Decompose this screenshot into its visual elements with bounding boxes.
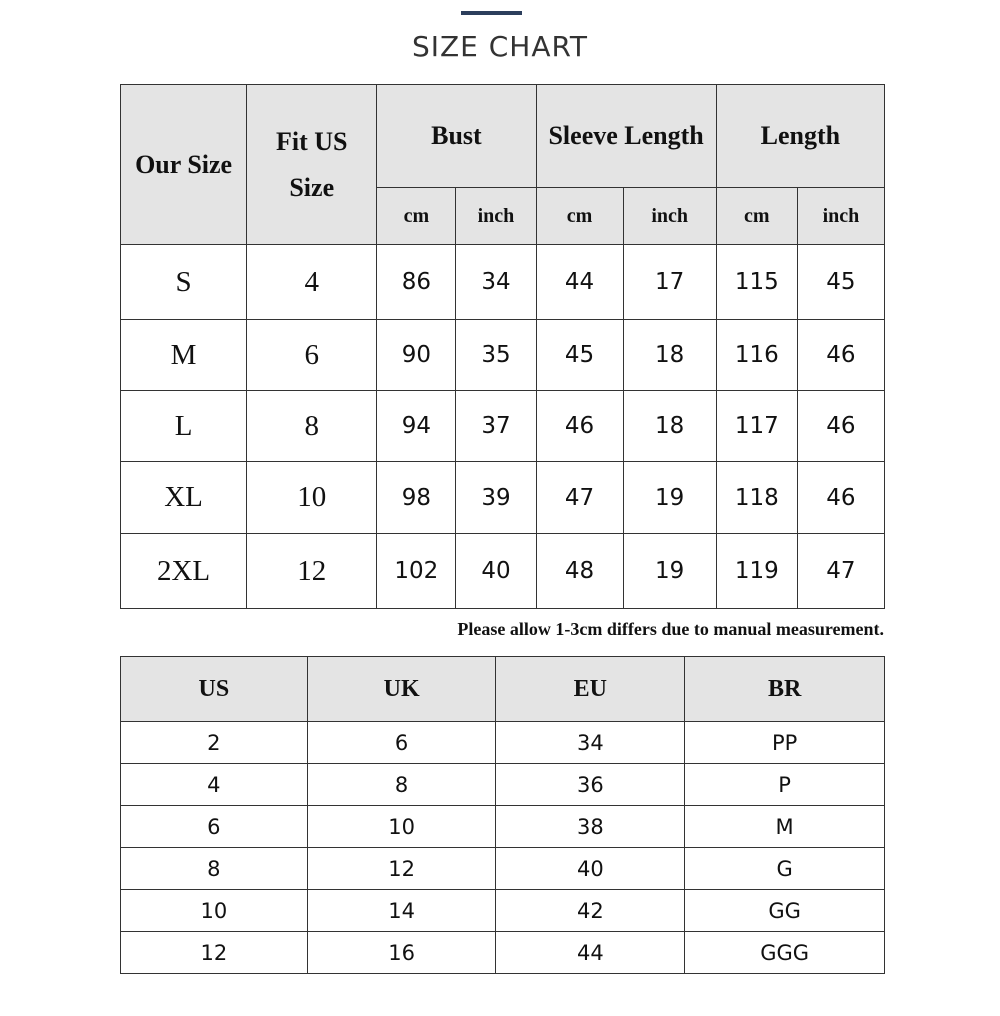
cell-bust-inch: 40 <box>456 534 536 609</box>
header-br: BR <box>685 657 885 722</box>
cell-sleeve-inch: 18 <box>623 320 716 391</box>
cell-sleeve-cm: 45 <box>536 320 623 391</box>
cell-our-size: XL <box>121 462 247 534</box>
cell-eu: 44 <box>496 932 685 974</box>
cell-eu: 38 <box>496 806 685 848</box>
cell-fit-us-size: 12 <box>247 534 377 609</box>
table-row <box>121 890 885 932</box>
header-bust-inch: inch <box>456 188 536 245</box>
cell-our-size: 2XL <box>121 534 247 609</box>
cell-sleeve-inch: 18 <box>623 391 716 462</box>
cell-us: 10 <box>121 890 308 932</box>
cell-uk: 14 <box>307 890 496 932</box>
header-bust: Bust <box>377 85 536 188</box>
cell-sleeve-inch: 17 <box>623 245 716 320</box>
cell-bust-cm: 98 <box>377 462 456 534</box>
size-conversion-table <box>120 656 885 974</box>
cell-bust-cm: 102 <box>377 534 456 609</box>
cell-eu: 42 <box>496 890 685 932</box>
conversion-header-row <box>121 657 885 722</box>
cell-bust-cm: 90 <box>377 320 456 391</box>
cell-us: 6 <box>121 806 308 848</box>
cell-length-cm: 117 <box>716 391 797 462</box>
cell-our-size: M <box>121 320 247 391</box>
cell-length-inch: 47 <box>797 534 884 609</box>
cell-bust-inch: 34 <box>456 245 536 320</box>
header-our-size: Our Size <box>121 85 247 245</box>
cell-us: 4 <box>121 764 308 806</box>
cell-uk: 6 <box>307 722 496 764</box>
cell-br: P <box>685 764 885 806</box>
size-chart-table <box>120 84 885 609</box>
header-bust-cm: cm <box>377 188 456 245</box>
cell-bust-inch: 35 <box>456 320 536 391</box>
cell-uk: 10 <box>307 806 496 848</box>
cell-bust-cm: 86 <box>377 245 456 320</box>
cell-fit-us-size: 8 <box>247 391 377 462</box>
table-row <box>121 245 885 320</box>
cell-uk: 8 <box>307 764 496 806</box>
page-title: SIZE CHART <box>411 30 589 63</box>
cell-fit-us-size: 4 <box>247 245 377 320</box>
cell-our-size: L <box>121 391 247 462</box>
cell-eu: 40 <box>496 848 685 890</box>
cell-uk: 12 <box>307 848 496 890</box>
table-row <box>121 848 885 890</box>
cell-our-size: S <box>121 245 247 320</box>
cell-eu: 36 <box>496 764 685 806</box>
header-length: Length <box>716 85 884 188</box>
cell-us: 12 <box>121 932 308 974</box>
cell-length-inch: 46 <box>797 462 884 534</box>
cell-br: M <box>685 806 885 848</box>
header-sleeve-cm: cm <box>536 188 623 245</box>
cell-bust-cm: 94 <box>377 391 456 462</box>
header-fit-us-size-text: Fit US Size <box>275 126 348 202</box>
cell-br: GG <box>685 890 885 932</box>
header-fit-us-size <box>247 85 377 245</box>
cell-bust-inch: 37 <box>456 391 536 462</box>
measurement-note: Please allow 1-3cm differs due to manual measurement. <box>457 619 884 639</box>
cell-br: G <box>685 848 885 890</box>
cell-length-cm: 118 <box>716 462 797 534</box>
cell-sleeve-cm: 48 <box>536 534 623 609</box>
header-us: US <box>121 657 308 722</box>
header-uk: UK <box>307 657 496 722</box>
cell-length-inch: 46 <box>797 320 884 391</box>
table-row <box>121 932 885 974</box>
cell-fit-us-size: 10 <box>247 462 377 534</box>
title-accent-rule <box>461 11 522 15</box>
cell-us: 8 <box>121 848 308 890</box>
cell-br: GGG <box>685 932 885 974</box>
table-row <box>121 320 885 391</box>
cell-br: PP <box>685 722 885 764</box>
cell-length-inch: 45 <box>797 245 884 320</box>
table-row <box>121 764 885 806</box>
header-eu: EU <box>496 657 685 722</box>
header-length-inch: inch <box>797 188 884 245</box>
cell-sleeve-cm: 44 <box>536 245 623 320</box>
cell-fit-us-size: 6 <box>247 320 377 391</box>
table-row <box>121 534 885 609</box>
cell-sleeve-inch: 19 <box>623 462 716 534</box>
cell-sleeve-inch: 19 <box>623 534 716 609</box>
table-row <box>121 722 885 764</box>
table-row <box>121 391 885 462</box>
cell-length-cm: 116 <box>716 320 797 391</box>
table-row <box>121 806 885 848</box>
cell-us: 2 <box>121 722 308 764</box>
cell-sleeve-cm: 47 <box>536 462 623 534</box>
header-length-cm: cm <box>716 188 797 245</box>
cell-bust-inch: 39 <box>456 462 536 534</box>
cell-length-cm: 115 <box>716 245 797 320</box>
cell-length-inch: 46 <box>797 391 884 462</box>
header-sleeve-inch: inch <box>623 188 716 245</box>
cell-uk: 16 <box>307 932 496 974</box>
cell-length-cm: 119 <box>716 534 797 609</box>
table-row <box>121 462 885 534</box>
cell-eu: 34 <box>496 722 685 764</box>
cell-sleeve-cm: 46 <box>536 391 623 462</box>
header-sleeve-length: Sleeve Length <box>536 85 716 188</box>
